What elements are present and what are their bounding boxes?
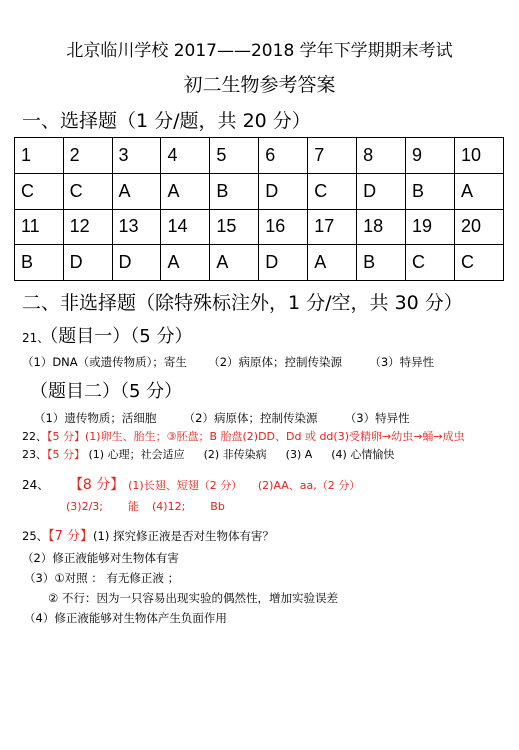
- table-cell: 5: [210, 138, 259, 174]
- table-cell: A: [454, 173, 503, 209]
- q23-score: 【5 分】: [47, 448, 85, 461]
- q23-p1: (1) 心理；社会适应: [88, 448, 185, 461]
- table-cell: B: [210, 173, 259, 209]
- table-cell: D: [63, 245, 112, 281]
- table-row: [15, 209, 504, 245]
- table-cell: 10: [454, 138, 503, 174]
- q25-score: 【7 分】: [48, 529, 94, 544]
- q24-l2a: (3)2/3;: [66, 500, 103, 513]
- section1-heading: 一、选择题（1 分/题，共 20 分）: [22, 110, 311, 132]
- q24-l2b: 能: [128, 500, 139, 513]
- table-cell: A: [161, 173, 210, 209]
- q24-answer-line1: [22, 474, 360, 494]
- q23-p4: (4) 心情愉快: [331, 448, 395, 461]
- table-cell: D: [112, 245, 161, 281]
- table-cell: C: [15, 173, 64, 209]
- table-cell: 4: [161, 138, 210, 174]
- table-cell: A: [161, 245, 210, 281]
- table-cell: 14: [161, 209, 210, 245]
- q24-number: 24、: [22, 478, 50, 492]
- table-cell: B: [15, 245, 64, 281]
- q22-answer: [22, 428, 465, 444]
- table-cell: B: [406, 173, 455, 209]
- q23-answer: [22, 446, 394, 462]
- q24-l2c: (4)12;: [152, 500, 186, 513]
- table-cell: C: [63, 173, 112, 209]
- answer-table: [14, 137, 504, 281]
- q21-title2: （题目二）（5 分）: [30, 381, 183, 402]
- q21-l1-p3: （3）特异性: [369, 355, 435, 369]
- q21-heading: [22, 322, 192, 348]
- q21-answer-line1: [22, 354, 434, 370]
- table-cell: A: [308, 245, 357, 281]
- q25-l1: (1) 探究修正液是否对生物体有害？: [93, 529, 274, 543]
- table-cell: 7: [308, 138, 357, 174]
- table-cell: 16: [259, 209, 308, 245]
- q21-answer-line2: [34, 410, 410, 426]
- q21-l2-p2: （2）病原体；控制传染源: [183, 411, 318, 425]
- q22-text: (1)卵生、胎生；③胚盘；B 胎盘(2)DD、Dd 或 dd(3)受精卵→幼虫→蛹→成虫: [85, 430, 465, 443]
- q21-l2-p1: （1）遗传物质；活细胞: [34, 411, 157, 425]
- table-cell: 12: [63, 209, 112, 245]
- table-cell: C: [308, 173, 357, 209]
- q22-score: 【5 分】: [47, 430, 85, 443]
- table-cell: 11: [15, 209, 64, 245]
- table-cell: 13: [112, 209, 161, 245]
- q23-p2: (2) 非传染病: [203, 448, 267, 461]
- q23-number: 23、: [22, 448, 47, 461]
- table-row: [15, 245, 504, 281]
- table-cell: 17: [308, 209, 357, 245]
- document-subtitle: 初二生物参考答案: [183, 74, 336, 96]
- table-cell: 2: [63, 138, 112, 174]
- table-cell: A: [210, 245, 259, 281]
- q25-number: 25、: [22, 529, 49, 543]
- q25-answer-line3: （3）①对照 ： 有无修正液 ；: [24, 571, 180, 585]
- table-cell: 19: [406, 209, 455, 245]
- q21-l1-p2: （2）病原体；控制传染源: [208, 355, 343, 369]
- table-cell: C: [454, 245, 503, 281]
- q21-number: 21、: [22, 331, 50, 345]
- table-cell: A: [112, 173, 161, 209]
- q25-answer-line4: ② 不行：因为一只容易出现实验的偶然性，增加实验误差: [48, 591, 338, 605]
- table-row: [15, 138, 504, 174]
- table-cell: D: [259, 173, 308, 209]
- table-cell: D: [259, 245, 308, 281]
- table-cell: 15: [210, 209, 259, 245]
- table-cell: 6: [259, 138, 308, 174]
- table-cell: 18: [357, 209, 406, 245]
- q24-l1a: (1)长翅、短翅（2 分）: [128, 479, 243, 492]
- q24-answer-line2: [66, 498, 225, 514]
- q21-title1: （题目一）（5 分）: [49, 326, 193, 347]
- table-cell: 8: [357, 138, 406, 174]
- q22-number: 22、: [22, 430, 47, 443]
- table-cell: 9: [406, 138, 455, 174]
- table-row: [15, 173, 504, 209]
- section2-heading: 二、非选择题（除特殊标注外，1 分/空，共 30 分）: [22, 292, 463, 314]
- table-cell: 3: [112, 138, 161, 174]
- q24-l1b: (2)AA、aa,（2 分）: [257, 479, 361, 492]
- q21-l1-p1: （1）DNA（或遗传物质）；寄生: [22, 355, 187, 369]
- q24-l2d: Bb: [210, 500, 225, 513]
- q25-answer-line2: （2）修正液能够对生物体有害: [22, 551, 179, 565]
- table-cell: 20: [454, 209, 503, 245]
- table-cell: D: [357, 173, 406, 209]
- q23-p3: (3) A: [285, 448, 313, 461]
- document-title: 北京临川学校 2017——2018 学年下学期期末考试: [66, 41, 453, 61]
- q21-l2-p3: （3）特异性: [344, 411, 410, 425]
- q25-answer-line1: [22, 525, 274, 544]
- q24-score: 【8 分】: [68, 477, 125, 493]
- q25-answer-line5: （4）修正液能够对生物体产生负面作用: [24, 611, 227, 625]
- table-cell: B: [357, 245, 406, 281]
- table-cell: C: [406, 245, 455, 281]
- table-cell: 1: [15, 138, 64, 174]
